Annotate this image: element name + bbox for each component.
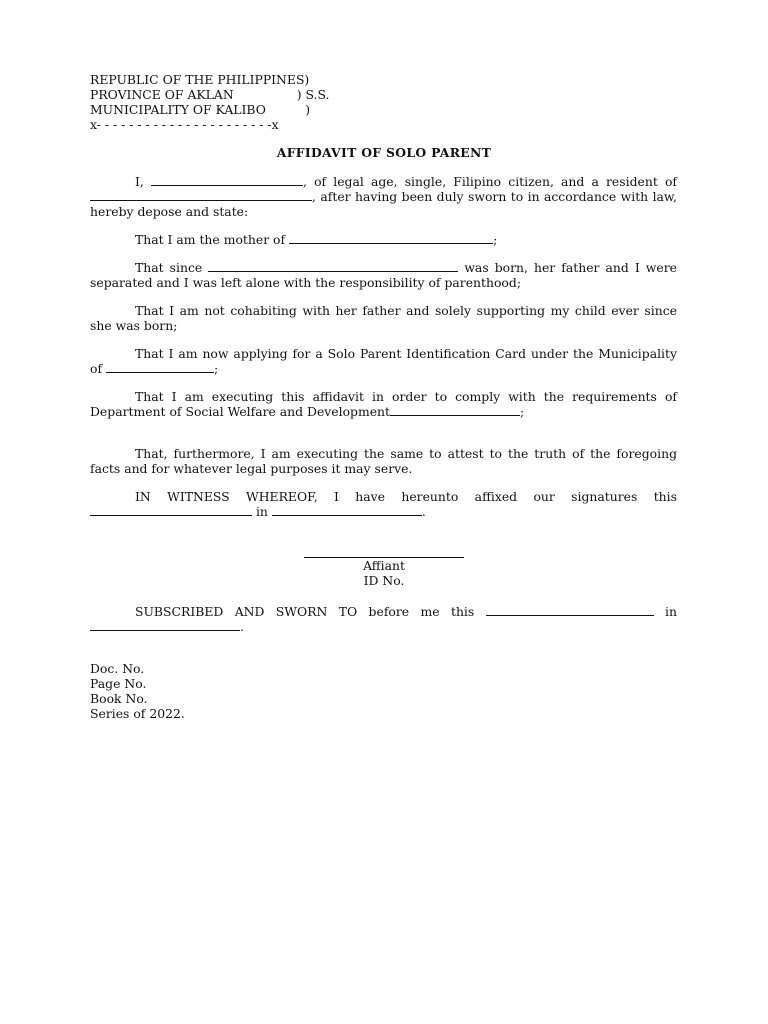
- p4-text: That I am not cohabiting with her father and solely supporting my child ever since she was born;: [90, 303, 677, 333]
- p1-text-b: , of legal age, single, Filipino citizen, and a resident of: [302, 174, 677, 189]
- book-no: Book No.: [90, 691, 148, 706]
- paragraph-jurat: [90, 604, 677, 634]
- paragraph-mother-of: [90, 232, 677, 247]
- p2-text-b: ;: [493, 232, 498, 247]
- paragraph-applying: [90, 346, 677, 376]
- p5-text-b: ;: [214, 361, 219, 376]
- name-blank: [151, 174, 303, 186]
- jurat-text-b: in: [665, 604, 677, 619]
- doc-no: Doc. No.: [90, 661, 145, 676]
- series-year: Series of 2022.: [90, 706, 185, 721]
- paragraph-witness: [90, 489, 677, 519]
- jurat-text-a: SUBSCRIBED AND SWORN TO before me this: [135, 604, 475, 619]
- page-no: Page No.: [90, 676, 147, 691]
- p6-text-b: ;: [520, 404, 525, 419]
- paragraph-declarant: [90, 174, 677, 219]
- p7-text: That, furthermore, I am executing the same to attest to the truth of the foregoing facts and for whatever legal purposes it may serve.: [90, 446, 677, 476]
- jurat-place-blank: [90, 619, 240, 631]
- document-title: AFFIDAVIT OF SOLO PARENT: [276, 145, 492, 160]
- affiant-label: Affiant: [363, 558, 405, 573]
- p1-text-c: , after having been duly sworn to in accordance with law, hereby depose and state:: [90, 189, 677, 219]
- caption-republic: REPUBLIC OF THE PHILIPPINES): [90, 72, 310, 87]
- caption-municipality: MUNICIPALITY OF KALIBO ): [90, 102, 311, 117]
- p3-text-b: was born, her father and I were separated and I was left alone with the responsibility of parenthood;: [90, 260, 677, 290]
- caption-separator: x- - - - - - - - - - - - - - - - - - - - - -x: [90, 117, 279, 132]
- department-blank: [390, 404, 520, 416]
- signature-block: [0, 546, 768, 588]
- child-name-blank: [289, 232, 493, 244]
- municipality-blank: [106, 361, 214, 373]
- paragraph-not-cohabiting: [90, 303, 677, 333]
- p1-text-a: I,: [135, 174, 144, 189]
- paragraph-furthermore: [90, 446, 677, 476]
- residence-blank: [90, 189, 312, 201]
- child-birth-blank: [208, 260, 458, 272]
- jurat-text-c: .: [240, 619, 244, 634]
- caption-province: PROVINCE OF AKLAN ) S.S.: [90, 87, 330, 102]
- p3-text-a: That since: [135, 260, 203, 275]
- p5-text-a: That I am now applying for a Solo Parent Identification Card under the Municipality of: [90, 346, 677, 376]
- p8-text-c: .: [421, 504, 426, 519]
- paragraph-separated: [90, 260, 677, 290]
- p6-text-a: That I am executing this affidavit in order to comply with the requirements of Department of Social Welfare and Development: [90, 389, 677, 419]
- paragraph-executing: [90, 389, 677, 419]
- id-number-label: ID No.: [363, 573, 405, 588]
- p8-text-a: IN WITNESS WHEREOF, I have hereunto affixed our signatures this: [135, 489, 677, 504]
- p8-text-b: in: [255, 504, 268, 519]
- jurat-date-blank: [486, 604, 654, 616]
- date-blank: [90, 504, 252, 516]
- place-blank: [272, 504, 422, 516]
- p2-text-a: That I am the mother of: [135, 232, 286, 247]
